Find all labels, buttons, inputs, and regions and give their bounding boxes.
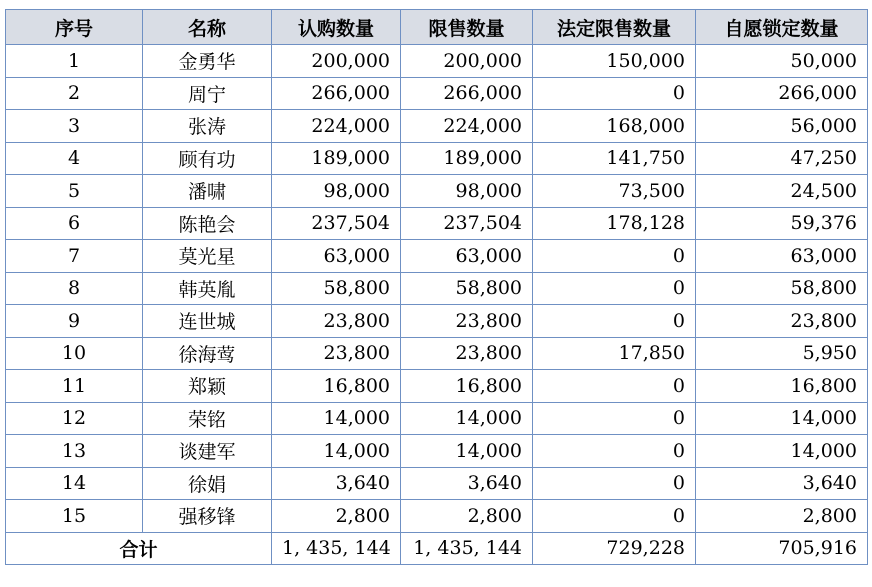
cell-voluntary: 5,950 bbox=[696, 337, 868, 370]
cell-index: 3 bbox=[6, 110, 143, 143]
total-statutory: 729,228 bbox=[533, 532, 696, 565]
table-row bbox=[6, 77, 868, 110]
cell-subscribed: 63,000 bbox=[272, 240, 401, 273]
cell-restricted: 200,000 bbox=[401, 45, 533, 78]
cell-statutory: 178,128 bbox=[533, 207, 696, 240]
cell-voluntary: 23,800 bbox=[696, 305, 868, 338]
cell-subscribed: 98,000 bbox=[272, 175, 401, 208]
cell-voluntary: 16,800 bbox=[696, 370, 868, 403]
header-voluntary-lock-quantity: 自愿锁定数量 bbox=[696, 10, 868, 45]
cell-subscribed: 23,800 bbox=[272, 305, 401, 338]
cell-voluntary: 63,000 bbox=[696, 240, 868, 273]
table-row bbox=[6, 272, 868, 305]
total-voluntary: 705,916 bbox=[696, 532, 868, 565]
header-index: 序号 bbox=[6, 10, 143, 45]
cell-index: 8 bbox=[6, 272, 143, 305]
cell-subscribed: 200,000 bbox=[272, 45, 401, 78]
cell-statutory: 0 bbox=[533, 305, 696, 338]
cell-index: 11 bbox=[6, 370, 143, 403]
cell-subscribed: 3,640 bbox=[272, 467, 401, 500]
cell-subscribed: 2,800 bbox=[272, 500, 401, 533]
table-row bbox=[6, 500, 868, 533]
cell-subscribed: 266,000 bbox=[272, 77, 401, 110]
table-row bbox=[6, 240, 868, 273]
cell-subscribed: 16,800 bbox=[272, 370, 401, 403]
cell-restricted: 14,000 bbox=[401, 435, 533, 468]
cell-statutory: 168,000 bbox=[533, 110, 696, 143]
cell-statutory: 0 bbox=[533, 77, 696, 110]
cell-restricted: 23,800 bbox=[401, 337, 533, 370]
cell-voluntary: 47,250 bbox=[696, 142, 868, 175]
cell-voluntary: 3,640 bbox=[696, 467, 868, 500]
cell-voluntary: 2,800 bbox=[696, 500, 868, 533]
cell-restricted: 63,000 bbox=[401, 240, 533, 273]
table-header bbox=[6, 10, 868, 45]
cell-statutory: 141,750 bbox=[533, 142, 696, 175]
cell-name: 周宁 bbox=[143, 77, 272, 110]
cell-statutory: 0 bbox=[533, 500, 696, 533]
cell-restricted: 58,800 bbox=[401, 272, 533, 305]
table-row bbox=[6, 207, 868, 240]
cell-index: 1 bbox=[6, 45, 143, 78]
cell-index: 2 bbox=[6, 77, 143, 110]
header-name: 名称 bbox=[143, 10, 272, 45]
cell-subscribed: 14,000 bbox=[272, 402, 401, 435]
cell-name: 韩英胤 bbox=[143, 272, 272, 305]
cell-restricted: 266,000 bbox=[401, 77, 533, 110]
cell-statutory: 150,000 bbox=[533, 45, 696, 78]
cell-name: 强移锋 bbox=[143, 500, 272, 533]
table-row bbox=[6, 435, 868, 468]
total-restricted: 1, 435, 144 bbox=[401, 532, 533, 565]
cell-restricted: 16,800 bbox=[401, 370, 533, 403]
table-row bbox=[6, 402, 868, 435]
total-row bbox=[6, 532, 868, 565]
cell-voluntary: 24,500 bbox=[696, 175, 868, 208]
cell-voluntary: 50,000 bbox=[696, 45, 868, 78]
cell-restricted: 98,000 bbox=[401, 175, 533, 208]
cell-voluntary: 14,000 bbox=[696, 402, 868, 435]
cell-subscribed: 237,504 bbox=[272, 207, 401, 240]
cell-statutory: 0 bbox=[533, 435, 696, 468]
cell-voluntary: 266,000 bbox=[696, 77, 868, 110]
table-body bbox=[6, 45, 868, 565]
header-statutory-restricted-quantity: 法定限售数量 bbox=[533, 10, 696, 45]
cell-name: 潘啸 bbox=[143, 175, 272, 208]
shareholding-table bbox=[5, 9, 868, 565]
cell-subscribed: 23,800 bbox=[272, 337, 401, 370]
cell-index: 4 bbox=[6, 142, 143, 175]
cell-name: 张涛 bbox=[143, 110, 272, 143]
cell-statutory: 17,850 bbox=[533, 337, 696, 370]
cell-index: 12 bbox=[6, 402, 143, 435]
cell-name: 郑颖 bbox=[143, 370, 272, 403]
cell-restricted: 224,000 bbox=[401, 110, 533, 143]
cell-index: 9 bbox=[6, 305, 143, 338]
header-subscribed-quantity: 认购数量 bbox=[272, 10, 401, 45]
cell-statutory: 0 bbox=[533, 272, 696, 305]
table-row bbox=[6, 370, 868, 403]
cell-name: 顾有功 bbox=[143, 142, 272, 175]
table-row bbox=[6, 175, 868, 208]
header-row bbox=[6, 10, 868, 45]
cell-subscribed: 189,000 bbox=[272, 142, 401, 175]
cell-statutory: 73,500 bbox=[533, 175, 696, 208]
cell-restricted: 14,000 bbox=[401, 402, 533, 435]
cell-index: 7 bbox=[6, 240, 143, 273]
total-subscribed: 1, 435, 144 bbox=[272, 532, 401, 565]
cell-name: 金勇华 bbox=[143, 45, 272, 78]
cell-index: 10 bbox=[6, 337, 143, 370]
cell-index: 15 bbox=[6, 500, 143, 533]
cell-name: 莫光星 bbox=[143, 240, 272, 273]
cell-voluntary: 59,376 bbox=[696, 207, 868, 240]
total-label: 合计 bbox=[6, 532, 272, 565]
table-row bbox=[6, 305, 868, 338]
cell-restricted: 2,800 bbox=[401, 500, 533, 533]
header-restricted-quantity: 限售数量 bbox=[401, 10, 533, 45]
cell-index: 5 bbox=[6, 175, 143, 208]
cell-subscribed: 58,800 bbox=[272, 272, 401, 305]
cell-restricted: 23,800 bbox=[401, 305, 533, 338]
cell-index: 13 bbox=[6, 435, 143, 468]
cell-index: 14 bbox=[6, 467, 143, 500]
table-row bbox=[6, 467, 868, 500]
cell-statutory: 0 bbox=[533, 370, 696, 403]
table-row bbox=[6, 142, 868, 175]
cell-index: 6 bbox=[6, 207, 143, 240]
cell-name: 谈建军 bbox=[143, 435, 272, 468]
cell-name: 荣铭 bbox=[143, 402, 272, 435]
table-row bbox=[6, 45, 868, 78]
cell-name: 连世城 bbox=[143, 305, 272, 338]
cell-statutory: 0 bbox=[533, 402, 696, 435]
cell-name: 陈艳会 bbox=[143, 207, 272, 240]
cell-voluntary: 56,000 bbox=[696, 110, 868, 143]
cell-name: 徐娟 bbox=[143, 467, 272, 500]
table-row bbox=[6, 110, 868, 143]
cell-statutory: 0 bbox=[533, 240, 696, 273]
cell-name: 徐海莺 bbox=[143, 337, 272, 370]
cell-restricted: 237,504 bbox=[401, 207, 533, 240]
cell-subscribed: 14,000 bbox=[272, 435, 401, 468]
cell-restricted: 3,640 bbox=[401, 467, 533, 500]
cell-voluntary: 14,000 bbox=[696, 435, 868, 468]
cell-restricted: 189,000 bbox=[401, 142, 533, 175]
cell-voluntary: 58,800 bbox=[696, 272, 868, 305]
cell-statutory: 0 bbox=[533, 467, 696, 500]
cell-subscribed: 224,000 bbox=[272, 110, 401, 143]
table-row bbox=[6, 337, 868, 370]
